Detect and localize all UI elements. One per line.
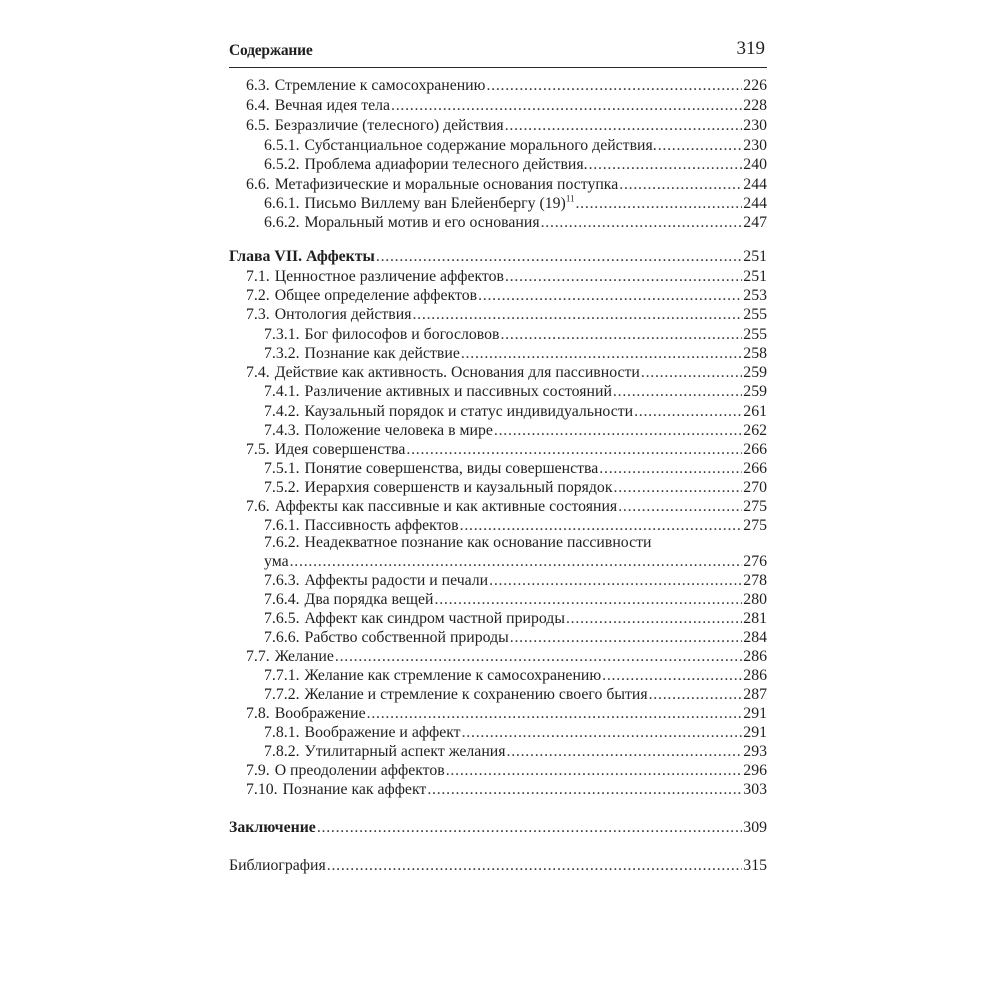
toc-entry-page: 230 [743, 117, 767, 134]
toc-entry-page: 255 [743, 306, 767, 323]
toc-entry-page: 244 [743, 195, 767, 212]
toc-entry-title-continuation: ума [264, 553, 289, 570]
toc-entry-number: 6.5. [246, 117, 270, 134]
toc-entry[interactable] [264, 421, 767, 441]
toc-entry-page: 281 [743, 610, 767, 627]
toc-entry-title: Вечная идея тела [274, 97, 391, 114]
toc-entry-number: 6.5.1. [264, 137, 300, 154]
toc-entry-number: 7.6.5. [264, 610, 300, 627]
toc-entry[interactable] [264, 628, 767, 648]
toc-entry[interactable] [264, 666, 767, 686]
toc-entry-page: 247 [743, 214, 767, 231]
footnote-marker: 11 [565, 193, 575, 204]
toc-entry-page: 261 [743, 403, 767, 420]
toc-entry-number: 7.4. [246, 364, 270, 381]
toc-entry-title: Письмо Виллему ван Блейенбергу (19) [304, 195, 566, 212]
toc-entry-title: Заключение [229, 819, 316, 836]
toc-entry-page: 296 [743, 762, 767, 779]
toc-entry-title: Желание [274, 648, 334, 665]
toc-entry-title: Аффекты радости и печали [304, 572, 489, 589]
toc-chapter-heading[interactable] [229, 247, 767, 267]
toc-conclusion[interactable] [229, 818, 767, 838]
toc-entry-page: 251 [743, 248, 767, 265]
toc-entry-title: Аффект как синдром частной природы [304, 610, 565, 627]
toc-entry[interactable] [246, 76, 767, 96]
toc-entry-number: 7.8.2. [264, 743, 300, 760]
toc-entry-title: О преодолении аффектов [274, 762, 445, 779]
toc-bibliography[interactable] [229, 856, 767, 876]
toc-entry-number: 7.3.2. [264, 345, 300, 362]
toc-entry-page: 315 [743, 857, 767, 874]
toc-entry-page: 255 [743, 326, 767, 343]
toc-entry-number: 7.6.4. [264, 591, 300, 608]
toc-entry[interactable] [264, 723, 767, 743]
toc-entry[interactable] [246, 267, 767, 287]
toc-entry[interactable] [264, 136, 767, 156]
toc-entry-title: Рабство собственной природы [304, 629, 509, 646]
toc-entry-page: 266 [743, 441, 767, 458]
toc-entry-number: 7.5.1. [264, 460, 300, 477]
toc-entry[interactable] [264, 344, 767, 364]
toc-entry-page: 253 [743, 287, 767, 304]
toc-entry-number: 7.4.3. [264, 422, 300, 439]
toc-entry-page: 244 [743, 176, 767, 193]
toc-entry-page: 270 [743, 479, 767, 496]
toc-entry-page: 226 [743, 77, 767, 94]
toc-entry-title: Глава VII. Аффекты [229, 248, 375, 265]
toc-entry[interactable] [246, 363, 767, 383]
toc-entry-number: 7.10. [246, 781, 278, 798]
toc-entry-title: Два порядка вещей [304, 591, 434, 608]
toc-entry[interactable] [246, 497, 767, 517]
toc-entry-title: Неадекватное познание как основание пассивности [304, 534, 652, 551]
toc-entry-title: Иерархия совершенств и каузальный порядок [304, 479, 613, 496]
toc-entry-number: 7.6.3. [264, 572, 300, 589]
toc-entry-number: 7.3.1. [264, 326, 300, 343]
toc-entry-number: 6.5.2. [264, 156, 300, 173]
toc-entry-number: 7.6.6. [264, 629, 300, 646]
toc-entry-page: 291 [743, 724, 767, 741]
toc-entry-page: 266 [743, 460, 767, 477]
toc-entry-number: 7.1. [246, 268, 270, 285]
toc-entry-page: 251 [743, 268, 767, 285]
toc-entry[interactable] [264, 213, 767, 233]
toc-entry-title: Желание и стремление к сохранению своего бытия [304, 686, 648, 703]
toc-entry-title: Утилитарный аспект желания [304, 743, 506, 760]
header-title: Содержание [229, 42, 313, 59]
toc-entry-number: 7.7.2. [264, 686, 300, 703]
toc-entry-title: Ценностное различение аффектов [274, 268, 504, 285]
toc-entry-number: 6.6.2. [264, 214, 300, 231]
toc-entry-number: 7.4.2. [264, 403, 300, 420]
toc-entry[interactable] [264, 194, 767, 214]
toc-entry-title: Стремление к самосохранению [274, 77, 486, 94]
toc-entry-title: Пассивность аффектов [304, 517, 459, 534]
toc-entry-page: 276 [743, 553, 767, 570]
toc-entry-page: 286 [743, 648, 767, 665]
toc-entry-number: 7.9. [246, 762, 270, 779]
toc-entry[interactable] [246, 175, 767, 195]
toc-entry-title: Субстанциальное содержание морального действия. [304, 137, 657, 154]
toc-entry-title: Безразличие (телесного) действия [274, 117, 504, 134]
toc-entry-number: 6.3. [246, 77, 270, 94]
toc-entry-number: 6.6. [246, 176, 270, 193]
toc-entry-page: 284 [743, 629, 767, 646]
toc-entry-number: 6.4. [246, 97, 270, 114]
toc-entry-title: Бог философов и богословов [304, 326, 500, 343]
toc-entry[interactable] [264, 571, 767, 591]
toc-entry[interactable] [264, 552, 767, 572]
toc-entry-page: 280 [743, 591, 767, 608]
toc-entry[interactable] [246, 305, 767, 325]
toc-entry-page: 278 [743, 572, 767, 589]
toc-entry[interactable] [246, 286, 767, 306]
toc-entry-title: Моральный мотив и его основания [304, 214, 540, 231]
toc-entry-title: Библиография [229, 857, 326, 874]
toc-entry-number: 7.5.2. [264, 479, 300, 496]
toc-entry[interactable] [264, 590, 767, 610]
toc-entry-number: 7.7. [246, 648, 270, 665]
toc-entry-number: 7.4.1. [264, 383, 300, 400]
toc-entry[interactable] [264, 155, 767, 175]
toc-entry[interactable] [264, 325, 767, 345]
toc-entry-title: Воображение и аффект [304, 724, 461, 741]
toc-entry-number: 7.8. [246, 705, 270, 722]
toc-entry[interactable] [264, 478, 767, 498]
toc-entry-title: Воображение [274, 705, 366, 722]
toc-entry-title: Познание как действие [304, 345, 460, 362]
toc-entry-title: Действие как активность. Основания для пассивности [274, 364, 640, 381]
toc-entry-title: Понятие совершенства, виды совершенства [304, 460, 599, 477]
toc-entry[interactable] [264, 742, 767, 762]
toc-entry-title: Идея совершенства [274, 441, 406, 458]
toc-entry[interactable] [264, 402, 767, 422]
toc-entry-page: 275 [743, 517, 767, 534]
toc-entry[interactable] [246, 116, 767, 136]
toc-entry[interactable] [246, 96, 767, 116]
toc-entry-number: 7.8.1. [264, 724, 300, 741]
toc-entry-title: Желание как стремление к самосохранению [304, 667, 602, 684]
toc-entry-number: 7.6.2. [264, 534, 300, 551]
toc-entry-page: 228 [743, 97, 767, 114]
toc-entry[interactable] [246, 761, 767, 781]
toc-entry-page: 286 [743, 667, 767, 684]
toc-entry-number: 7.3. [246, 306, 270, 323]
header-page-number: 319 [736, 38, 765, 59]
toc-entry-page: 291 [743, 705, 767, 722]
toc-entry-page: 258 [743, 345, 767, 362]
toc-entry-title: Положение человека в мире [304, 422, 493, 439]
toc-entry-number: 7.2. [246, 287, 270, 304]
toc-entry-title: Познание как аффект [282, 781, 427, 798]
toc-entry[interactable] [264, 382, 767, 402]
toc-entry-page: 293 [743, 743, 767, 760]
toc-entry[interactable] [246, 780, 767, 800]
toc-entry-page: 275 [743, 498, 767, 515]
toc-entry-title: Каузальный порядок и статус индивидуальности [304, 403, 634, 420]
toc-entry-number: 7.6.1. [264, 517, 300, 534]
toc-entry-number: 7.6. [246, 498, 270, 515]
toc-entry-number: 7.7.1. [264, 667, 300, 684]
toc-entry-page: 259 [743, 364, 767, 381]
toc-entry-page: 309 [743, 819, 767, 836]
toc-entry-page: 259 [743, 383, 767, 400]
toc-entry[interactable] [264, 685, 767, 705]
toc-entry-title: Проблема адиафории телесного действия. [304, 156, 588, 173]
toc-entry-title: Метафизические и моральные основания поступка [274, 176, 619, 193]
toc-entry-page: 303 [743, 781, 767, 798]
toc-entry[interactable] [246, 440, 767, 460]
toc-entry-page: 240 [743, 156, 767, 173]
toc-entry-first-line[interactable] [264, 533, 651, 553]
toc-entry-page: 287 [743, 686, 767, 703]
toc-entry-title: Различение активных и пассивных состояний [304, 383, 612, 400]
toc-entry-number: 7.5. [246, 441, 270, 458]
toc-entry-title: Онтология действия [274, 306, 412, 323]
toc-entry[interactable] [246, 704, 767, 724]
toc-entry-title: Аффекты как пассивные и как активные состояния [274, 498, 618, 515]
toc-entry[interactable] [264, 609, 767, 629]
toc-entry[interactable] [246, 647, 767, 667]
toc-entry-page: 230 [743, 137, 767, 154]
toc-entry[interactable] [264, 459, 767, 479]
toc-entry-number: 6.6.1. [264, 195, 300, 212]
toc-entry-title: Общее определение аффектов [274, 287, 478, 304]
toc-entry-page: 262 [743, 422, 767, 439]
